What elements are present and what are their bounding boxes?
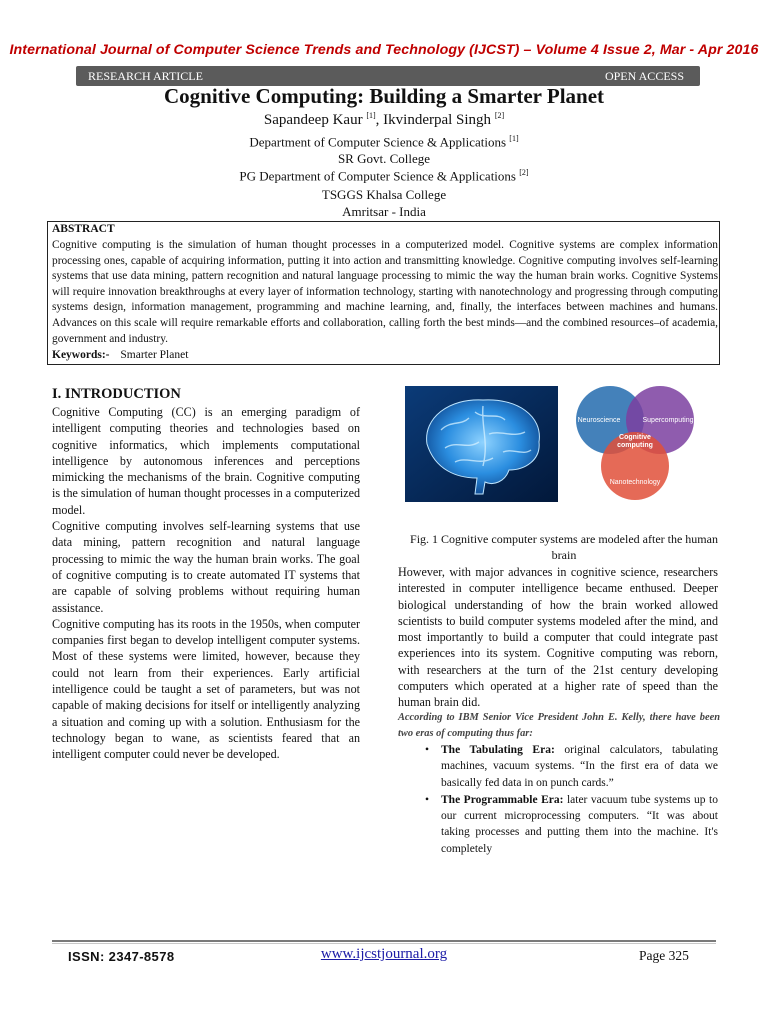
keywords-label: Keywords:-: [52, 349, 110, 361]
journal-header: International Journal of Computer Science Trends and Technology (IJCST) – Volume 4 Issue 2, Mar - Apr 2016: [9, 42, 759, 58]
intro-paragraph-2: Cognitive computing involves self-learning systems that use data mining, pattern recognition and natural language processing to mimic the way the human brain works. The goal of cognitive computing is to create automated IT systems that are capable of solving problems without requiring human assistance.: [52, 519, 360, 615]
abstract-heading: ABSTRACT: [52, 223, 115, 235]
abstract-text: Cognitive computing is the simulation of human thought processes in a computerized model. Cognitive systems are complex information processing ones, capable of acquiring information, putting it into action and transmitting knowledge. Cognitive computing involves self-learning systems that use data mining, pattern recognition and natural language processing to mimic the way the human brain works. Cognitive Systems will require innovation breakthroughs at every layer of information technology, starting with nanotechnology and progressing through computing systems design, information management, programming and machine learning, and, finally, the interfaces between machines and humans. Advances on this scale will require remarkable efforts and collaboration, calling forth the best minds—and the combined resources–of academia, government and industry.: [52, 239, 718, 345]
author-2-ref: [2]: [494, 111, 505, 120]
introduction-body: [52, 404, 360, 763]
footer-rule-thin: [52, 943, 716, 944]
figure-1-caption: Fig. 1 Cognitive computer systems are modeled after the human brain: [410, 532, 718, 562]
affiliation-dept-1: [0, 134, 768, 150]
figure-1: [405, 386, 723, 502]
venn-label-neuroscience: Neuroscience: [577, 417, 621, 424]
figure-1-graphic: [405, 386, 723, 502]
author-1-ref: [1]: [366, 111, 376, 120]
bullet-dot: •: [425, 793, 430, 806]
keywords: [52, 349, 188, 361]
dept-1-ref: [1]: [509, 134, 519, 143]
ibm-quote-intro: According to IBM Senior Vice President John E. Kelly, there have been two eras of computing thus far:: [398, 712, 720, 740]
affiliation-college-2: TSGGS Khalsa College: [321, 187, 447, 202]
author-2: Ikvinderpal Singh: [383, 112, 492, 128]
bullet-dot: •: [425, 744, 430, 756]
era-text: later vacuum tube systems up to our current microprocessing computers. “It was about taking processes and putting them into the machine. It's completely: [441, 793, 719, 855]
dept-2-ref: [2]: [519, 168, 529, 177]
footer-journal-link[interactable]: www.ijcstjournal.org: [320, 946, 448, 962]
era-text: original calculators, tabulating machines, vacuum systems. “In the first era of data we basically fed data in on punch cards.”: [441, 744, 718, 789]
list-item-tabulating-era: [398, 742, 718, 791]
affiliation-dept-2: [0, 168, 768, 184]
dept-2-text: PG Department of Computer Science & Applications: [239, 168, 516, 184]
footer-issn: ISSN: 2347-8578: [68, 949, 175, 964]
author-1: Sapandeep Kaur: [263, 112, 363, 128]
dept-1-text: Department of Computer Science & Applications: [249, 134, 507, 150]
venn-label-center-2: computing: [617, 442, 653, 449]
venn-label-center-1: Cognitive: [619, 434, 651, 441]
keywords-value: Smarter Planet: [120, 349, 189, 361]
era-title: The Tabulating Era:: [441, 744, 555, 756]
intro-paragraph-3: Cognitive computing has its roots in the 1950s, when computer companies first began to develop intelligent computer systems. Most of these systems were limited, however, because they could not learn from their experiences. Early artificial intelligence could be taught a set of parameters, but was not capable of making decisions for itself or intelligently analyzing a situation and coming up with a solution. Enthusiasm for the technology began to wane, as scientists feared that an intelligent computer could never be developed.: [52, 616, 360, 762]
paper-title: Cognitive Computing: Building a Smarter Planet: [163, 84, 605, 108]
section-heading-introduction: I. INTRODUCTION: [52, 386, 181, 402]
authors: [0, 111, 768, 129]
right-column-body: [398, 564, 718, 711]
brain-image: [405, 386, 558, 502]
author-separator: ,: [375, 112, 384, 128]
affiliation-city: Amritsar - India: [342, 204, 426, 219]
venn-diagram: [576, 386, 694, 500]
venn-label-supercomputing: Supercomputing: [642, 417, 694, 424]
research-article-label: RESEARCH ARTICLE: [88, 69, 203, 83]
intro-paragraph-1: Cognitive Computing (CC) is an emerging paradigm of intelligent computing theories and technologies based on cognitive informatics, which implements computational intelligence by autonomous inferences and perceptions mimicking the mechanisms of the brain. Cognitive computing is the simulation of human thought processes in a computerized model.: [52, 405, 360, 517]
footer-page-number: Page 325: [639, 948, 689, 963]
open-access-label: OPEN ACCESS: [604, 69, 684, 83]
article-type-bar: [76, 66, 700, 86]
eras-list: [398, 742, 718, 858]
venn-label-nanotechnology: Nanotechnology: [609, 479, 661, 486]
affiliation-college-1: SR Govt. College: [337, 151, 431, 166]
era-title: The Programmable Era:: [441, 793, 564, 806]
footer-rule: [52, 940, 716, 942]
list-item-programmable-era: [398, 792, 718, 857]
right-paragraph-1: However, with major advances in cognitive science, researchers interested in computer intelligence became enthused. Deeper biological understanding of how the brain worked allowed scientists to build computer systems modeled after the mind, and most importantly to build a computer that could integrate past experiences into its system. Cognitive computing was reborn, with researchers at the turn of the 21st century developing computers which operated at a higher rate of speed than the human brain did.: [398, 565, 718, 710]
